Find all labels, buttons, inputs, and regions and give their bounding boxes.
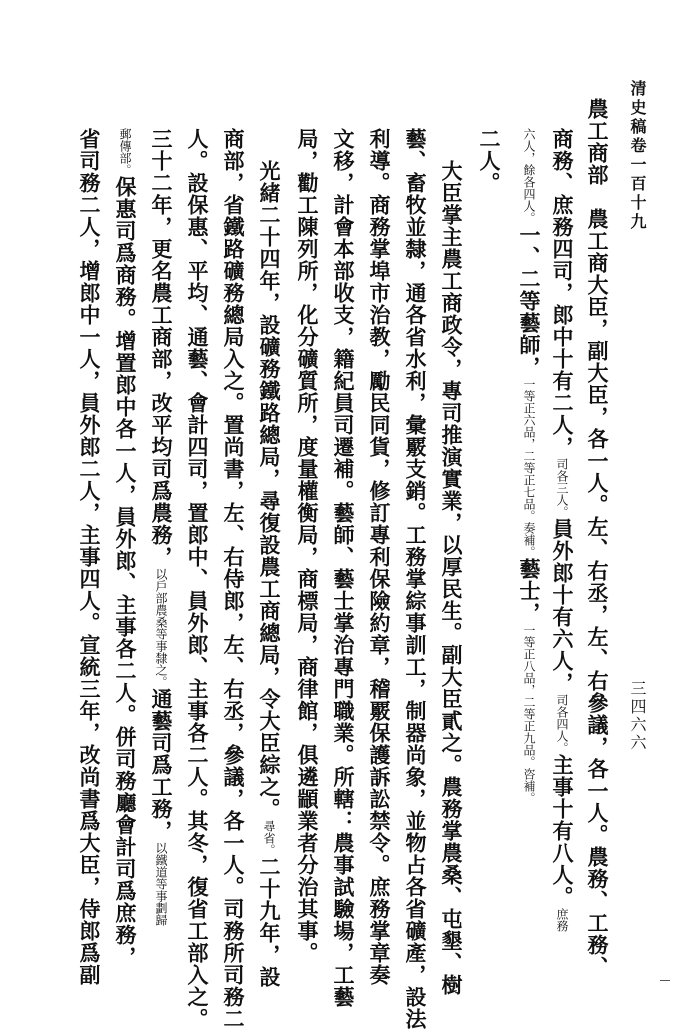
text-column-15: 省司務二人，增郎中一人，員外郎二人，主事四人。宣統三年，改尚書爲大臣，侍郎爲副 xyxy=(77,128,102,986)
text-column-7: 利導。商務掌埠市治教，勵民同貨，修訂專利保險約章，稽覈保護訴訟禁令。庶務掌章奏 xyxy=(367,128,392,986)
page-number: 三四六六 xyxy=(628,680,647,752)
text-column-9: 局，勸工陳列所，化分礦質所，度量權衡局，商標局，商律館，俱遴顓業者分治其事。 xyxy=(295,128,320,964)
text-column-2: 商務、庶務四司，郎中十有二人，司各三人。員外郎十有六人，司各四人。主事十有八人。庶務 xyxy=(550,128,575,932)
text-column-5: 大臣掌主農工商政令，專司推演實業，以厚民生。副大臣貳之。農務掌農桑、屯墾、樹 xyxy=(439,160,464,996)
text-column-10: 光緒二十四年，設礦務鐵路總局，尋復設農工商總局，令大臣綜之。尋省。二十九年，設 xyxy=(257,160,282,988)
text-column-8: 文移，計會本部收支，籍紀員司遷補。藝師、藝士掌治專門職業。所轄：農事試驗場，工藝 xyxy=(331,128,356,1008)
text-column-13: 三十二年，更名農工商部，改平均司爲農務，以戶部農桑等事隸之。通藝司爲工務，以鐵道等事劃歸 xyxy=(149,128,174,926)
text-column-4: 二人。 xyxy=(477,128,502,194)
text-column-11: 商部，省鐵路礦務總局入之。置尚書，左、右侍郎，左、右丞，參議，各一人。司務所司務二 xyxy=(221,128,246,1030)
running-header-title: 清史稿卷一百十九 xyxy=(628,80,647,232)
page-edge-mark xyxy=(660,980,670,981)
text-column-1: 農工商部 農工商大臣，副大臣，各一人。左、右丞，左、右參議，各一人。農務、工務、 xyxy=(585,98,610,978)
text-column-3: 六人，餘各四人。一、二等藝師，一等正六品，二等正七品。奏補。藝士，一等正八品，二等正九品。咨補。 xyxy=(517,128,542,804)
text-column-14: 郵傳部。保惠司爲商務。增置郎中各一人，員外郎、主事各二人。併司務廳會計司爲庶務， xyxy=(113,128,138,968)
text-column-6: 藝、畜牧並隸，通各省水利，彙覈支銷。工務掌綜事訓工，制器尚象，並物占各省礦產，設法 xyxy=(403,128,428,1030)
text-column-12: 人。設保惠、平均、通藝、會計四司，置郎中、員外郎、主事各二人。其冬，復省工部入之。 xyxy=(185,128,210,1030)
